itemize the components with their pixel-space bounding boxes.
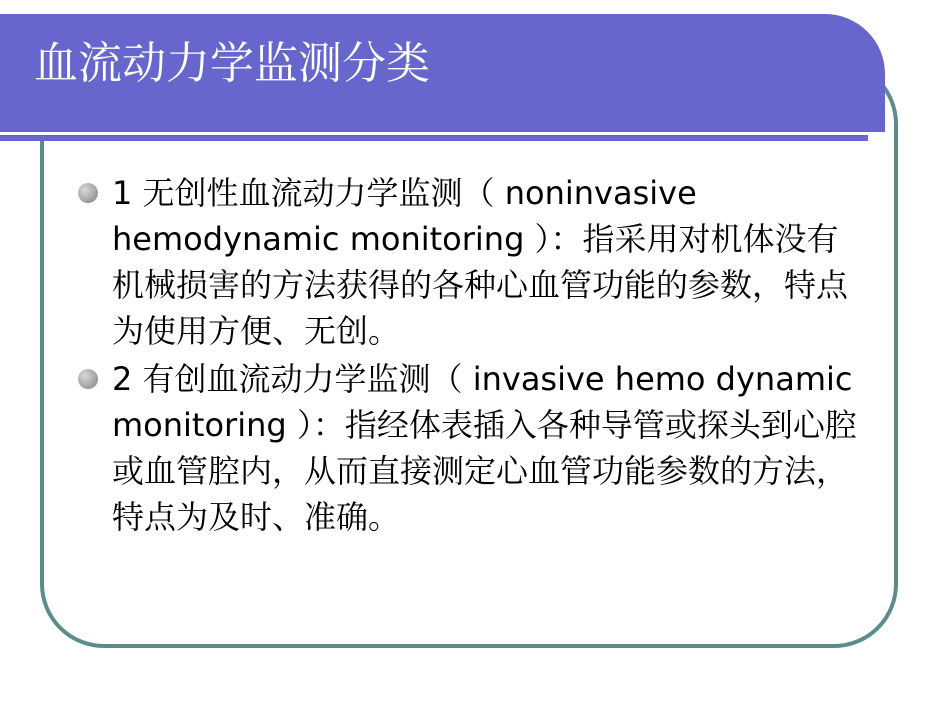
bullet-dot-icon xyxy=(78,369,98,389)
bullet-item-invasive xyxy=(78,356,868,540)
bullet-text: 1 无创性血流动力学监测（ noninvasive hemodynamic monitoring ）：指采用对机体没有机械损害的方法获得的各种心血管功能的参数，特点为使用方便、无创。 xyxy=(112,174,849,350)
bullet-dot-icon xyxy=(78,183,98,203)
bullet-text: 2 有创血流动力学监测（ invasive hemo dynamic monitoring ）：指经体表插入各种导管或探头到心腔或血管腔内，从而直接测定心血管功能参数的方法，特点为及时、准确。 xyxy=(112,360,857,536)
title-underline xyxy=(0,132,868,141)
slide-title: 血流动力学监测分类 xyxy=(34,38,430,89)
bullet-list xyxy=(78,170,868,542)
bullet-item-noninvasive xyxy=(78,170,868,354)
